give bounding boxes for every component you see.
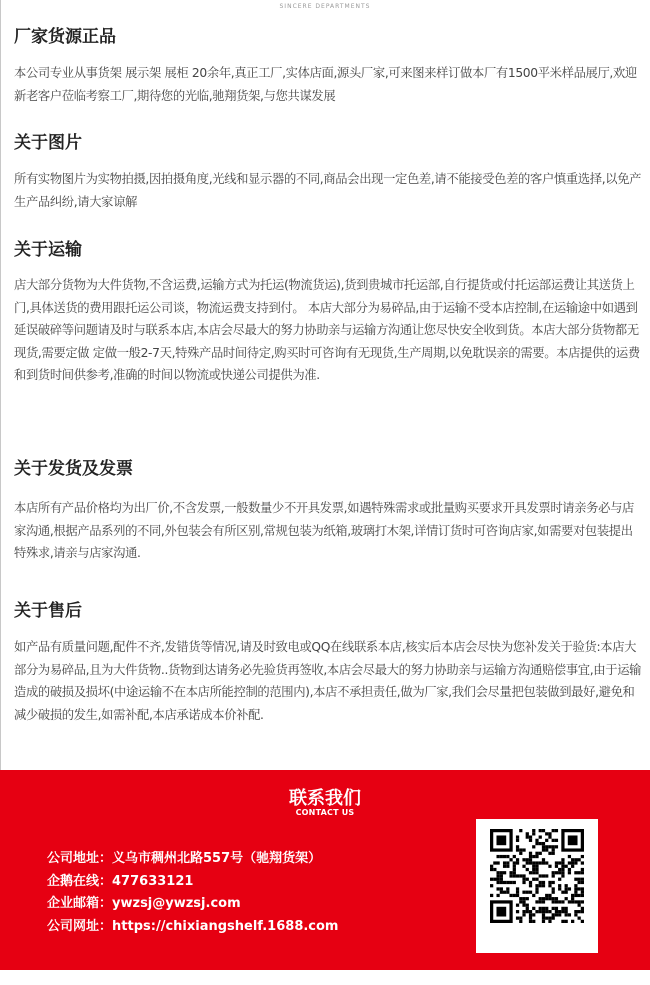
contact-label: 企业邮箱： (47, 896, 113, 911)
section-about-shipping (14, 240, 642, 382)
contact-value[interactable]: https://chixiangshelf.1688.com (112, 918, 339, 934)
contact-address (47, 848, 427, 871)
top-caption: SINCERE DEPARTMENTS (279, 3, 371, 10)
contact-title: 联系我们 (289, 788, 361, 809)
contact-label: 公司网址： (47, 918, 113, 934)
section-body: 如产品有质量问题,配件不齐,发错货等情况,请及时致电或QQ在线联系本店,核实后本店会尽快为您补发关于验货:本店大部分为易碎品,且为大件货物..货物到达请务必先验货再签收,本店会尽最大的努力协助亲与运输方沟通赔偿事宜,由于运输造成的破损及损坏(中途运输不在本店所能控制的范围内),本店不承担责任,做为厂家,我们会尽量把包装做到最好,避免和减少破损的发生,如需补配,本店承诺成本价补配. (14, 640, 642, 722)
contact-value: 义乌市稠州北路557号（驰翔货架） (112, 851, 322, 866)
section-body: 本店所有产品价格均为出厂价,不含发票,一般数量少不开具发票,如遇特殊需求或批量购买要求开具发票时请亲务必与店家沟通,根据产品系列的不同,外包装会有所区别,常规包装为纸箱,玻璃打木架,详情订货时可咨询店家,如需要对包装提出特殊求,请亲与店家沟通. (14, 501, 634, 560)
section-body: 所有实物图片为实物拍摄,因拍摄角度,光线和显示器的不同,商品会出现一定色差,请不能接受色差的客户慎重选择,以免产生产品纠纷,请大家谅解 (14, 172, 642, 209)
contact-email (47, 893, 427, 916)
section-about-delivery-invoice (14, 459, 642, 560)
section-title: 厂家货源正品 (14, 27, 116, 47)
contact-footer (0, 770, 650, 970)
section-body: 本公司专业从事货架 展示架 展柜 20余年,真正工厂,实体店面,源头厂家,可来图来样订做本厂有1500平米样品展厅,欢迎新老客户莅临考察工厂,期待您的光临,驰翔货架,与您共谋发展 (14, 66, 637, 103)
contact-qq (47, 871, 427, 894)
bottom-strip (0, 970, 650, 985)
contact-list (47, 848, 427, 938)
section-title: 关于图片 (14, 133, 82, 153)
section-body: 店大部分货物为大件货物,不含运费,运输方式为托运(物流货运),货到贵城市托运部,自行提货或付托运部运费让其送货上门,具体送货的费用跟托运公司谈，物流运费支持到付。 本店大部分为易碎品,由于运输不受本店控制,在运输途中如遇到延误破碎等问题请及时与联系本店,本店会尽最大的努力协助亲与运输方沟通让您尽快安全收到货。本店大部分货物都无现货,需要定做 定做一般2-7天,特殊产品时间待定,购买时可咨询有无现货,生产周期,以免耽误亲的需要。本店提供的运费和到货时间供参考,准确的时间以物流或快递公司提供为准. (14, 278, 640, 382)
qr-code-icon (490, 829, 584, 923)
section-title: 关于运输 (14, 240, 82, 260)
contact-value[interactable]: 477633121 (112, 873, 194, 889)
qr-code-box (476, 819, 598, 953)
section-after-sales (14, 601, 642, 722)
section-about-pictures (14, 133, 642, 209)
contact-value[interactable]: ywzsj@ywzsj.com (112, 896, 241, 911)
section-genuine-source (14, 27, 642, 103)
contact-label: 企鹅在线： (47, 873, 113, 889)
contact-website (47, 916, 427, 939)
section-title: 关于发货及发票 (14, 459, 133, 479)
contact-subtitle: CONTACT US (295, 808, 355, 817)
contact-label: 公司地址： (47, 851, 113, 866)
section-title: 关于售后 (14, 601, 82, 621)
